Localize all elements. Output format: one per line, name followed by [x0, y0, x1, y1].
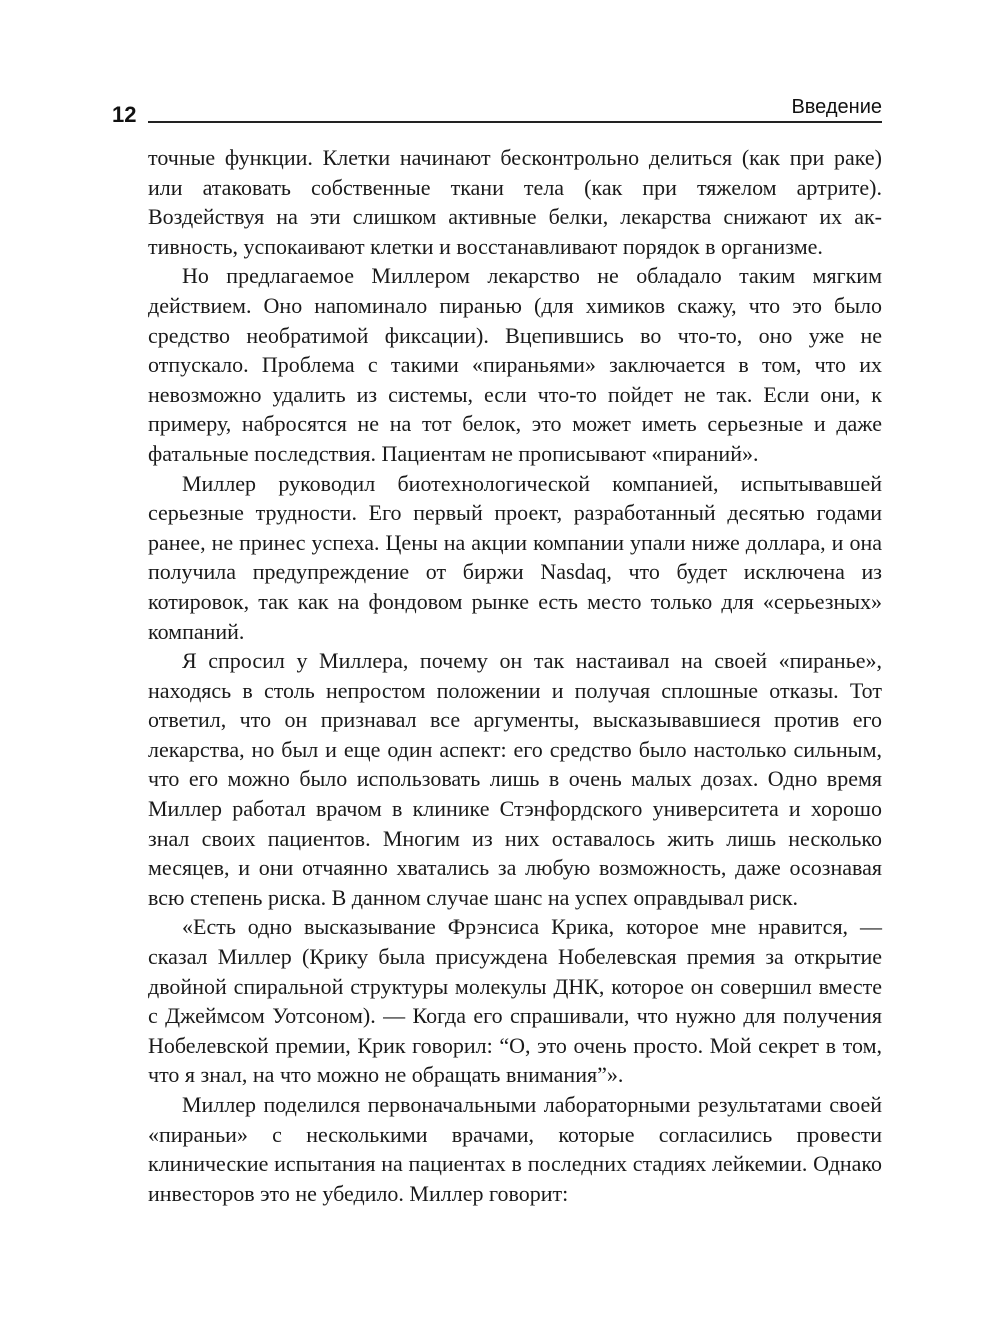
paragraph: Я спросил у Миллера, почему он так настаивал на своей «пиранье», находясь в столь непростом положении и получая сплошные отказы. Тот ответил, что он признавал все аргументы, высказывавшиеся против его лекарства, но был и еще один аспект: его средство было настолько сильным, что его можно было использовать лишь в очень малых дозах. Одно время Миллер работал врачом в клинике Стэнфордского университета и хорошо знал своих пациентов. Многим из них оставалось жить лишь несколько месяцев, и они отчаянно хватались за любую возможность, даже осознавая всю степень риска. В данном случае шанс на успех оправдывал риск.	[148, 648, 882, 910]
paragraph: Миллер поделился первоначальными лабораторными результатами своей «пираньи» с несколькими врачами, которые согласились провести клинические испытания на пациентах в последних стадиях лейкемии. Однако инвесторов это не убедило. Миллер говорит:	[148, 1092, 882, 1206]
paragraph: Но предлагаемое Миллером лекарство не обладало таким мягким действием. Оно напоминало пиранью (для химиков скажу, что это было средство необратимой фиксации). Вцепившись во что-то, оно уже не отпускало. Проблема с такими «пираньями» заключается в том, что их невозможно удалить из системы, если что-то пойдет не так. Если они, к примеру, набросятся не на тот белок, это может иметь серьезные и даже фатальные последствия. Пациентам не прописывают «пираний».	[148, 263, 882, 466]
paragraph-continuation: точные функции. Клетки начинают бесконтрольно делиться (как при раке) или атаковать собственные ткани тела (как при тяжелом артрите). Воздействуя на эти слишком активные белки, лекарства снижают их активность, успокаивают клетки и восстанавливают порядок в организме.	[148, 145, 882, 259]
paragraph: Миллер руководил биотехнологической компанией, испытывавшей серьезные трудности. Его первый проект, разработанный десятью годами ранее, не принес успеха. Цены на акции компании упали ниже доллара, и она получила предупреждение от биржи Nasdaq, что будет исключена из котировок, так как на фондовом рынке есть место только для «серьезных» компаний.	[148, 470, 882, 644]
page-number: 12	[112, 102, 137, 127]
body-text	[148, 143, 882, 1208]
header-rule	[148, 121, 882, 123]
running-head: Введение	[791, 96, 882, 118]
paragraph: «Есть одно высказывание Фрэнсиса Крика, которое мне нравится, — сказал Миллер (Крику была присуждена Нобелевская премия за открытие двойной спиральной структуры молекулы ДНК, которое он совершил вместе с Джеймсом Уотсоном). — Когда его спрашивали, что нужно для получения Нобелевской премии, Крик говорил: “О, это очень просто. Мой секрет в том, что я знал, на что можно не обращать внимания”».	[148, 914, 882, 1088]
